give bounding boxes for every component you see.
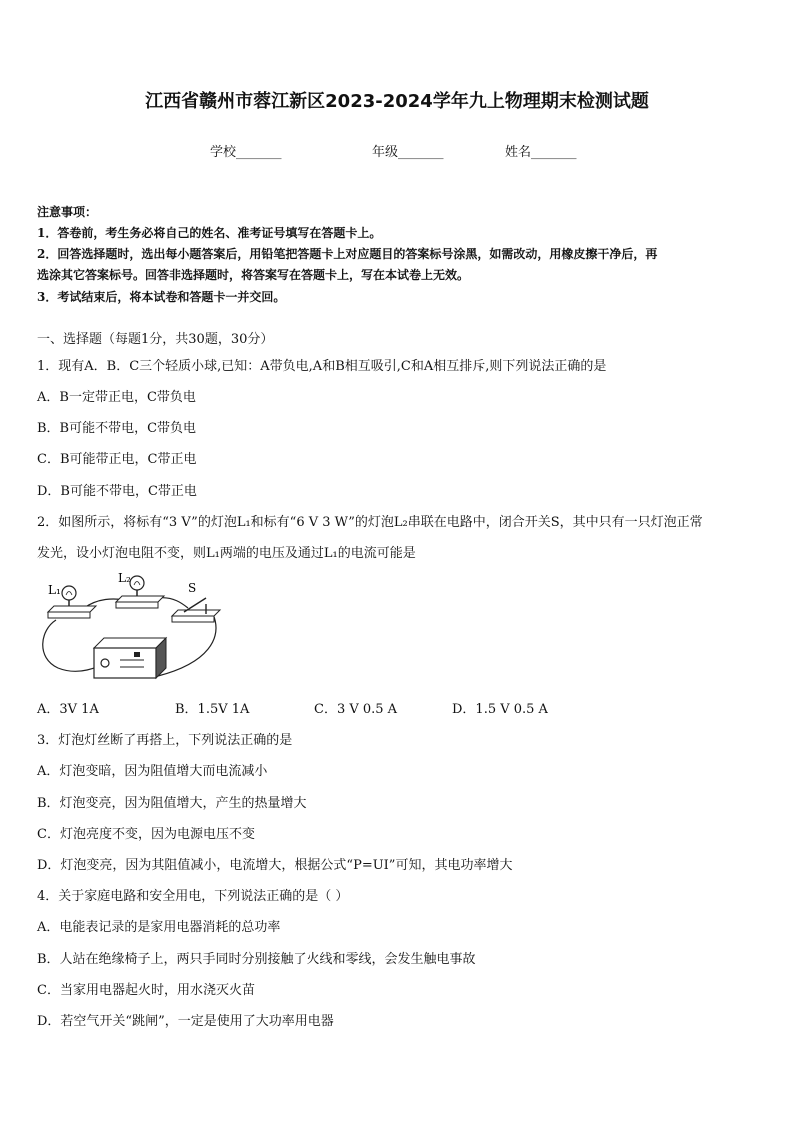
label-l1: L₁	[48, 583, 61, 597]
section-heading: 一、选择题（每题1分，共30题，30分）	[37, 332, 274, 347]
option-a: A．3V 1A	[37, 702, 99, 717]
question-stem: 2．如图所示，将标有“3 V”的灯泡L₁和标有“6 V 3 W”的灯泡L₂串联在电路中，闭合开关S，其中只有一只灯泡正常	[37, 515, 703, 530]
option-a: A．B一定带正电，C带负电	[37, 390, 196, 405]
option-d: D．1.5 V 0.5 A	[452, 702, 548, 717]
option-b: B．1.5V 1A	[175, 702, 250, 717]
notice-heading: 注意事项：	[37, 205, 98, 219]
school-field: 学校_______	[210, 145, 282, 160]
label-l2: L₂	[118, 571, 131, 585]
notice-item: 3．考试结束后，将本试卷和答题卡一并交回。	[37, 290, 286, 304]
option-d: D．灯泡变亮，因为其阻值减小，电流增大，根据公式“P=UI”可知，其电功率增大	[37, 858, 513, 873]
question-stem: 3．灯泡灯丝断了再搭上，下列说法正确的是	[37, 733, 293, 748]
question-stem: 1．现有A．B．C三个轻质小球,已知：A带负电,A和B相互吸引,C和A相互排斥,则下列说法正确的是	[37, 359, 607, 374]
question-stem: 4．关于家庭电路和安全用电，下列说法正确的是（ ）	[37, 889, 349, 904]
option-c: C．3 V 0.5 A	[314, 702, 398, 717]
option-a: A．灯泡变暗，因为阻值增大而电流减小	[37, 764, 268, 779]
page-title: 江西省赣州市蓉江新区2023-2024学年九上物理期末检测试题	[145, 91, 649, 112]
option-b: B．人站在绝缘椅子上，两只手同时分别接触了火线和零线，会发生触电事故	[37, 952, 476, 967]
notice-item: 1．答卷前，考生务必将自己的姓名、准考证号填写在答题卡上。	[37, 226, 382, 240]
notice-item: 2．回答选择题时，选出每小题答案后，用铅笔把答题卡上对应题目的答案标号涂黑，如需改动，用橡皮擦干净后，再	[37, 247, 658, 261]
grade-field: 年级_______	[372, 145, 444, 160]
option-c: C．当家用电器起火时，用水浇灭火苗	[37, 983, 255, 998]
option-d: D．B可能不带电，C带正电	[37, 484, 197, 499]
option-b: B．B可能不带电，C带负电	[37, 421, 197, 436]
option-b: B．灯泡变亮，因为阻值增大，产生的热量增大	[37, 796, 307, 811]
question-stem: 发光，设小灯泡电阻不变，则L₁两端的电压及通过L₁的电流可能是	[37, 546, 416, 561]
name-field: 姓名_______	[505, 145, 577, 160]
label-s: S	[188, 581, 197, 595]
option-c: C．灯泡亮度不变，因为电源电压不变	[37, 827, 255, 842]
circuit-figure	[38, 568, 228, 686]
option-d: D．若空气开关“跳闸”，一定是使用了大功率用电器	[37, 1014, 334, 1029]
option-a: A．电能表记录的是家用电器消耗的总功率	[37, 920, 281, 935]
notice-item: 选涂其它答案标号。回答非选择题时，将答案写在答题卡上，写在本试卷上无效。	[37, 268, 470, 282]
option-c: C．B可能带正电，C带正电	[37, 452, 197, 467]
